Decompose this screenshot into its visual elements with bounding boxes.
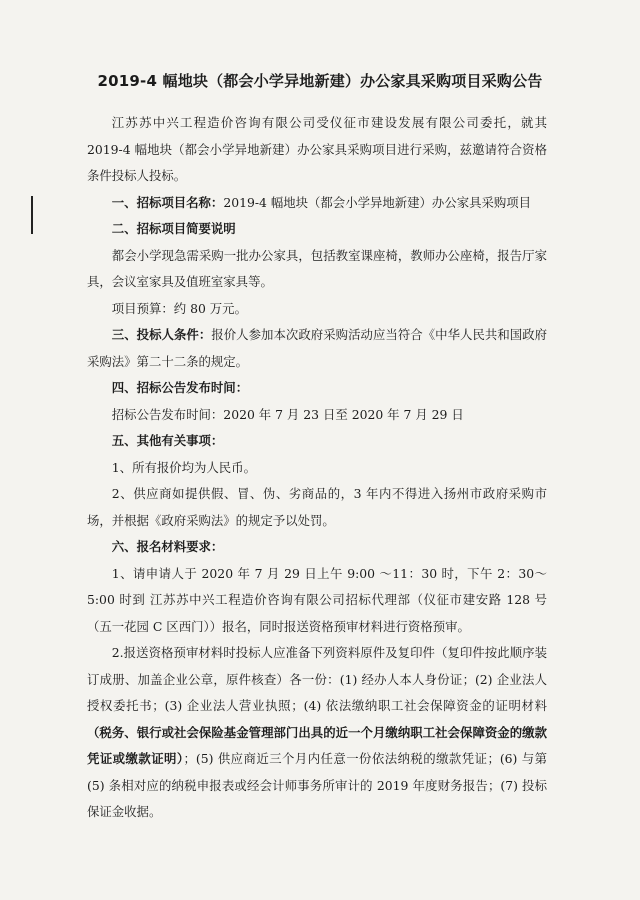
section-6-item-2-text-a: 2.报送资格预审材料时投标人应准备下列资料原件及复印件（复印件按此顺序装订成册、加盖企业公章，原件核查）各一份：(1) 经办人本人身份证；(2) 企业法人授权委托书；(3) 企业法人营业执照；(4) 依法缴纳职工社会保障资金的证明材料 — [87, 645, 547, 713]
section-6-item-2-bold: （税务、银行或社会保险基金管理部门出具的近一个月缴纳职工社会保障资金的缴款凭证或缴款证明） — [87, 724, 547, 766]
section-2-paragraph-1: 都会小学现急需采购一批办公家具，包括教室课座椅，教师办公座椅，报告厅家具，会议室家具及值班室家具等。 — [87, 247, 547, 289]
document-body — [87, 110, 547, 826]
section-1-heading: 一、招标项目名称： — [111, 194, 224, 210]
section-3-heading: 三、投标人条件： — [111, 327, 212, 342]
section-3 — [87, 322, 547, 375]
section-1 — [87, 190, 547, 217]
section-4-heading: 四、招标公告发布时间： — [111, 380, 249, 395]
section-6-item-2-text-c: ；(5) 供应商近三个月内任意一份依法纳税的缴款凭证；(6) 与第 (5) 条相对应的纳税申报表或经会计师事务所审计的 2019 年度财务报告；(7) 投标保证金收据。 — [87, 751, 547, 819]
section-5-heading: 五、其他有关事项： — [111, 433, 224, 448]
section-6-heading: 六、报名材料要求： — [111, 539, 224, 554]
section-3-text: 报价人参加本次政府采购活动应当符合《中华人民共和国政府采购法》第二十二条的规定。 — [87, 327, 548, 369]
intro-paragraph: 江苏苏中兴工程造价咨询有限公司受仪征市建设发展有限公司委托，就其 2019-4 幅地块（都会小学异地新建）办公家具采购项目进行采购，兹邀请符合资格条件投标人投标。 — [87, 115, 547, 183]
section-5-item-2: 2、供应商如提供假、冒、伪、劣商品的，3 年内不得进入扬州市政府采购市场，并根据《政府采购法》的规定予以处罚。 — [87, 486, 547, 528]
section-6-item-1: 1、请申请人于 2020 年 7 月 29 日上午 9:00 ～11：30 时，下午 2：30～5:00 时到 江苏苏中兴工程造价咨询有限公司招标代理部（仪征市建安路 128 号（五一花园 C 区西门））报名，同时报送资格预审材料进行资格预审。 — [87, 565, 547, 634]
section-4-text: 招标公告发布时间：2020 年 7 月 23 日至 2020 年 7 月 29 日 — [111, 406, 464, 422]
margin-pen-mark — [31, 196, 33, 234]
section-5-item-1: 1、所有报价均为人民币。 — [111, 459, 256, 475]
section-2-heading: 二、招标项目简要说明 — [111, 221, 236, 236]
document-title: 2019-4 幅地块（都会小学异地新建）办公家具采购项目采购公告 — [97, 72, 543, 90]
section-6-item-2 — [87, 640, 547, 826]
section-2-budget: 项目预算：约 80 万元。 — [111, 300, 247, 316]
section-1-text: 2019-4 幅地块（都会小学异地新建）办公家具采购项目 — [223, 194, 532, 210]
